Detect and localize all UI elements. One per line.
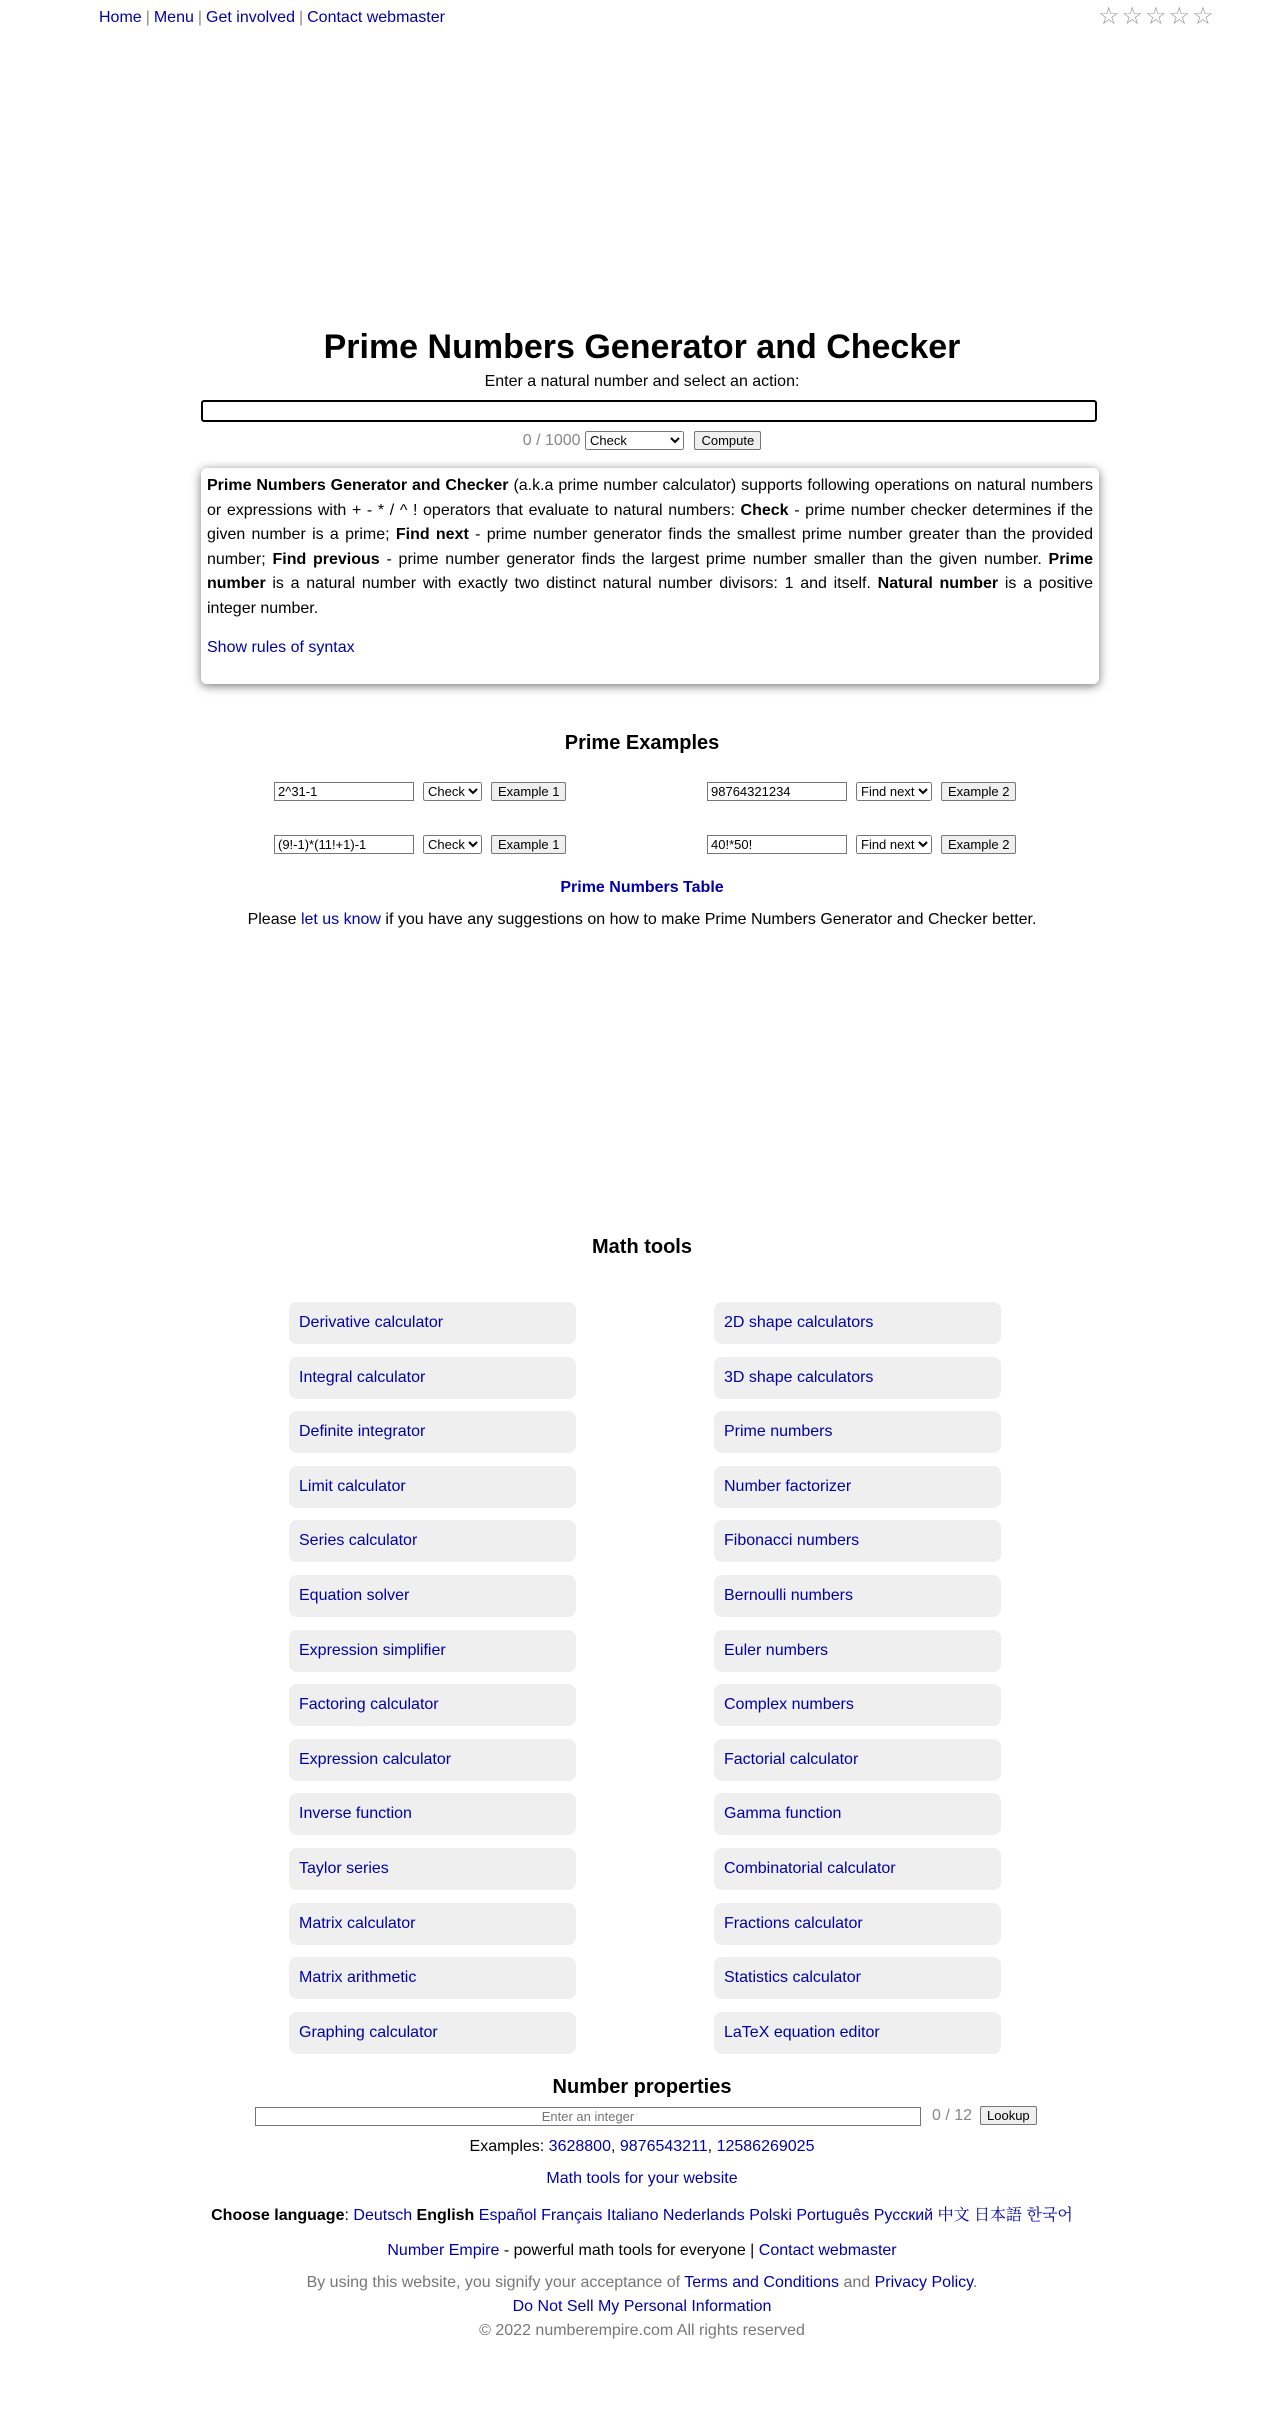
math-tool-link[interactable]: Limit calculator	[289, 1466, 576, 1508]
compute-button[interactable]: Compute	[694, 431, 761, 450]
example-button[interactable]: Example 2	[941, 835, 1016, 854]
math-tool-link[interactable]: Complex numbers	[714, 1684, 1001, 1726]
math-tool-link[interactable]: Number factorizer	[714, 1466, 1001, 1508]
do-not-sell-line	[0, 2298, 1284, 2316]
lang-link-chinese[interactable]: 中文	[937, 2207, 970, 2224]
desc-text: is a positive integer number.	[207, 575, 1093, 617]
and-text: and	[839, 2274, 875, 2291]
examples-label: Examples:	[469, 2138, 549, 2155]
lang-link-espanol[interactable]: Español	[478, 2207, 537, 2224]
desc-bold: Natural number	[877, 575, 999, 592]
acceptance-pre: By using this website, you signify your acceptance of	[306, 2274, 685, 2291]
example-button[interactable]: Example 2	[941, 782, 1016, 801]
nav-contact-link[interactable]: Contact webmaster	[307, 9, 445, 26]
desc-bold: Prime number	[207, 550, 1093, 592]
math-tool-link[interactable]: Graphing calculator	[289, 2012, 576, 2054]
action-select[interactable]	[585, 431, 684, 450]
number-input[interactable]	[201, 400, 1097, 422]
number-example-link[interactable]: 9876543211	[619, 2138, 708, 2155]
example-input[interactable]	[274, 835, 414, 854]
integer-char-counter: 0 / 12	[932, 2107, 973, 2124]
math-tool-link[interactable]: Integral calculator	[289, 1357, 576, 1399]
math-tool-link[interactable]: Factorial calculator	[714, 1739, 1001, 1781]
desc-bold: Find next	[395, 526, 469, 543]
comma: ,	[610, 2138, 616, 2155]
example-row	[274, 833, 566, 855]
let-us-know-link[interactable]: let us know	[300, 911, 381, 928]
feedback-line	[0, 911, 1284, 929]
lang-link-deutsch[interactable]: Deutsch	[353, 2207, 413, 2224]
website-tools-link[interactable]: Math tools for your website	[546, 2170, 738, 2187]
example-button[interactable]: Example 1	[491, 835, 566, 854]
math-tool-link[interactable]: Inverse function	[289, 1793, 576, 1835]
language-line	[0, 2202, 1284, 2225]
example-action-select[interactable]	[423, 835, 482, 854]
math-tool-link[interactable]: Bernoulli numbers	[714, 1575, 1001, 1617]
desc-bold: Find previous	[272, 550, 380, 568]
lang-link-polski[interactable]: Polski	[749, 2207, 792, 2224]
top-nav	[99, 9, 445, 27]
do-not-sell-link[interactable]: Do Not Sell My Personal Information	[512, 2298, 772, 2315]
number-examples-line	[0, 2138, 1284, 2156]
example-row	[274, 780, 566, 802]
period: .	[972, 2274, 978, 2291]
lang-link-japanese[interactable]: 日本語	[974, 2207, 1023, 2224]
rating-stars[interactable]: ☆☆☆☆☆	[1098, 3, 1216, 30]
lang-link-portugues[interactable]: Português	[796, 2207, 870, 2224]
empire-line	[0, 2242, 1284, 2260]
example-action-select[interactable]	[856, 835, 932, 854]
description-box	[201, 468, 1099, 684]
lookup-button[interactable]: Lookup	[980, 2106, 1037, 2125]
acceptance-line	[0, 2274, 1284, 2292]
desc-bold: Prime Numbers Generator and Checker	[207, 477, 509, 494]
integer-input[interactable]	[255, 2107, 921, 2126]
website-tools-line	[0, 2170, 1284, 2188]
math-tool-link[interactable]: Definite integrator	[289, 1411, 576, 1453]
desc-bold: Check	[740, 501, 789, 519]
lang-link-francais[interactable]: Français	[541, 2207, 603, 2224]
math-tool-link[interactable]: Matrix arithmetic	[289, 1957, 576, 1999]
math-tool-link[interactable]: Derivative calculator	[289, 1302, 576, 1344]
math-tool-link[interactable]: Combinatorial calculator	[714, 1848, 1001, 1890]
example-input[interactable]	[274, 782, 414, 801]
desc-text: - prime number generator finds the smallest prime number greater than the provided number;	[207, 526, 1094, 568]
nav-home-link[interactable]: Home	[99, 9, 142, 26]
nav-menu-link[interactable]: Menu	[153, 9, 194, 26]
page-title: Prime Numbers Generator and Checker	[323, 328, 961, 366]
prime-table-line	[0, 879, 1284, 897]
prime-table-link[interactable]: Prime Numbers Table	[560, 879, 724, 896]
number-empire-link[interactable]: Number Empire	[387, 2242, 500, 2259]
math-tools-title: Math tools	[592, 1236, 692, 1258]
tagline: - powerful math tools for everyone |	[499, 2242, 759, 2259]
example-row	[707, 780, 1016, 802]
desc-text: - prime number checker determines if the given number is a prime;	[207, 501, 1093, 543]
example-action-select[interactable]	[856, 782, 932, 801]
lang-link-korean[interactable]: 한국어	[1026, 2207, 1073, 2224]
number-example-link[interactable]: 3628800	[548, 2138, 611, 2155]
desc-text: (a.k.a prime number calculator) supports following operations on natural numbers or expressions with + - * / ^ ! operators that evaluate to natural numbers:	[207, 477, 1094, 519]
terms-link[interactable]: Terms and Conditions	[684, 2274, 839, 2291]
show-rules-link[interactable]: Show rules of syntax	[207, 639, 355, 656]
desc-text: is a natural number with exactly two distinct natural number divisors: 1 and itself.	[265, 575, 878, 592]
example-action-select[interactable]	[423, 782, 482, 801]
math-tool-link[interactable]: Expression simplifier	[289, 1630, 576, 1672]
lang-link-italiano[interactable]: Italiano	[606, 2207, 659, 2224]
math-tool-link[interactable]: Taylor series	[289, 1848, 576, 1890]
control-row	[0, 431, 1284, 450]
math-tool-link[interactable]: Fractions calculator	[714, 1903, 1001, 1945]
math-tool-link[interactable]: Euler numbers	[714, 1630, 1001, 1672]
math-tool-link[interactable]: Prime numbers	[714, 1411, 1001, 1453]
math-tool-link[interactable]: Factoring calculator	[289, 1684, 576, 1726]
page-subtitle: Enter a natural number and select an action:	[484, 373, 800, 390]
number-properties-title: Number properties	[552, 2076, 732, 2098]
lang-link-english[interactable]: English	[416, 2207, 475, 2224]
math-tool-link[interactable]: Gamma function	[714, 1793, 1001, 1835]
number-example-link[interactable]: 12586269025	[716, 2138, 815, 2155]
math-tool-link[interactable]: Equation solver	[289, 1575, 576, 1617]
choose-language-label: Choose language	[211, 2207, 345, 2224]
math-tool-link[interactable]: Statistics calculator	[714, 1957, 1001, 1999]
comma: ,	[707, 2138, 713, 2155]
privacy-link[interactable]: Privacy Policy	[874, 2274, 973, 2291]
feedback-post: if you have any suggestions on how to make Prime Numbers Generator and Checker better.	[380, 911, 1037, 928]
desc-text: - prime number generator finds the largest prime number smaller than the given number.	[379, 550, 1049, 568]
char-counter: 0 / 1000	[522, 432, 581, 449]
math-tool-link[interactable]: Fibonacci numbers	[714, 1520, 1001, 1562]
nav-separator: |	[197, 9, 203, 26]
example-row	[707, 833, 1016, 855]
footer-contact-link[interactable]: Contact webmaster	[758, 2242, 897, 2259]
math-tool-link[interactable]: 2D shape calculators	[714, 1302, 1001, 1344]
lang-link-russian[interactable]: Русский	[873, 2207, 934, 2224]
example-input[interactable]	[707, 782, 847, 801]
nav-separator: |	[145, 9, 150, 26]
lang-link-nederlands[interactable]: Nederlands	[662, 2207, 745, 2224]
math-tool-link[interactable]: Series calculator	[289, 1520, 576, 1562]
math-tool-link[interactable]: Expression calculator	[289, 1739, 576, 1781]
math-tool-link[interactable]: Matrix calculator	[289, 1903, 576, 1945]
example-button[interactable]: Example 1	[491, 782, 566, 801]
copyright: © 2022 numberempire.com All rights reserved	[479, 2322, 805, 2339]
description-text	[207, 474, 1093, 621]
colon: :	[344, 2207, 349, 2224]
nav-get-involved-link[interactable]: Get involved	[206, 9, 295, 26]
math-tool-link[interactable]: 3D shape calculators	[714, 1357, 1001, 1399]
examples-title: Prime Examples	[564, 732, 720, 754]
nav-separator: |	[298, 9, 304, 26]
feedback-pre: Please	[247, 911, 301, 928]
math-tool-link[interactable]: LaTeX equation editor	[714, 2012, 1001, 2054]
example-input[interactable]	[707, 835, 847, 854]
